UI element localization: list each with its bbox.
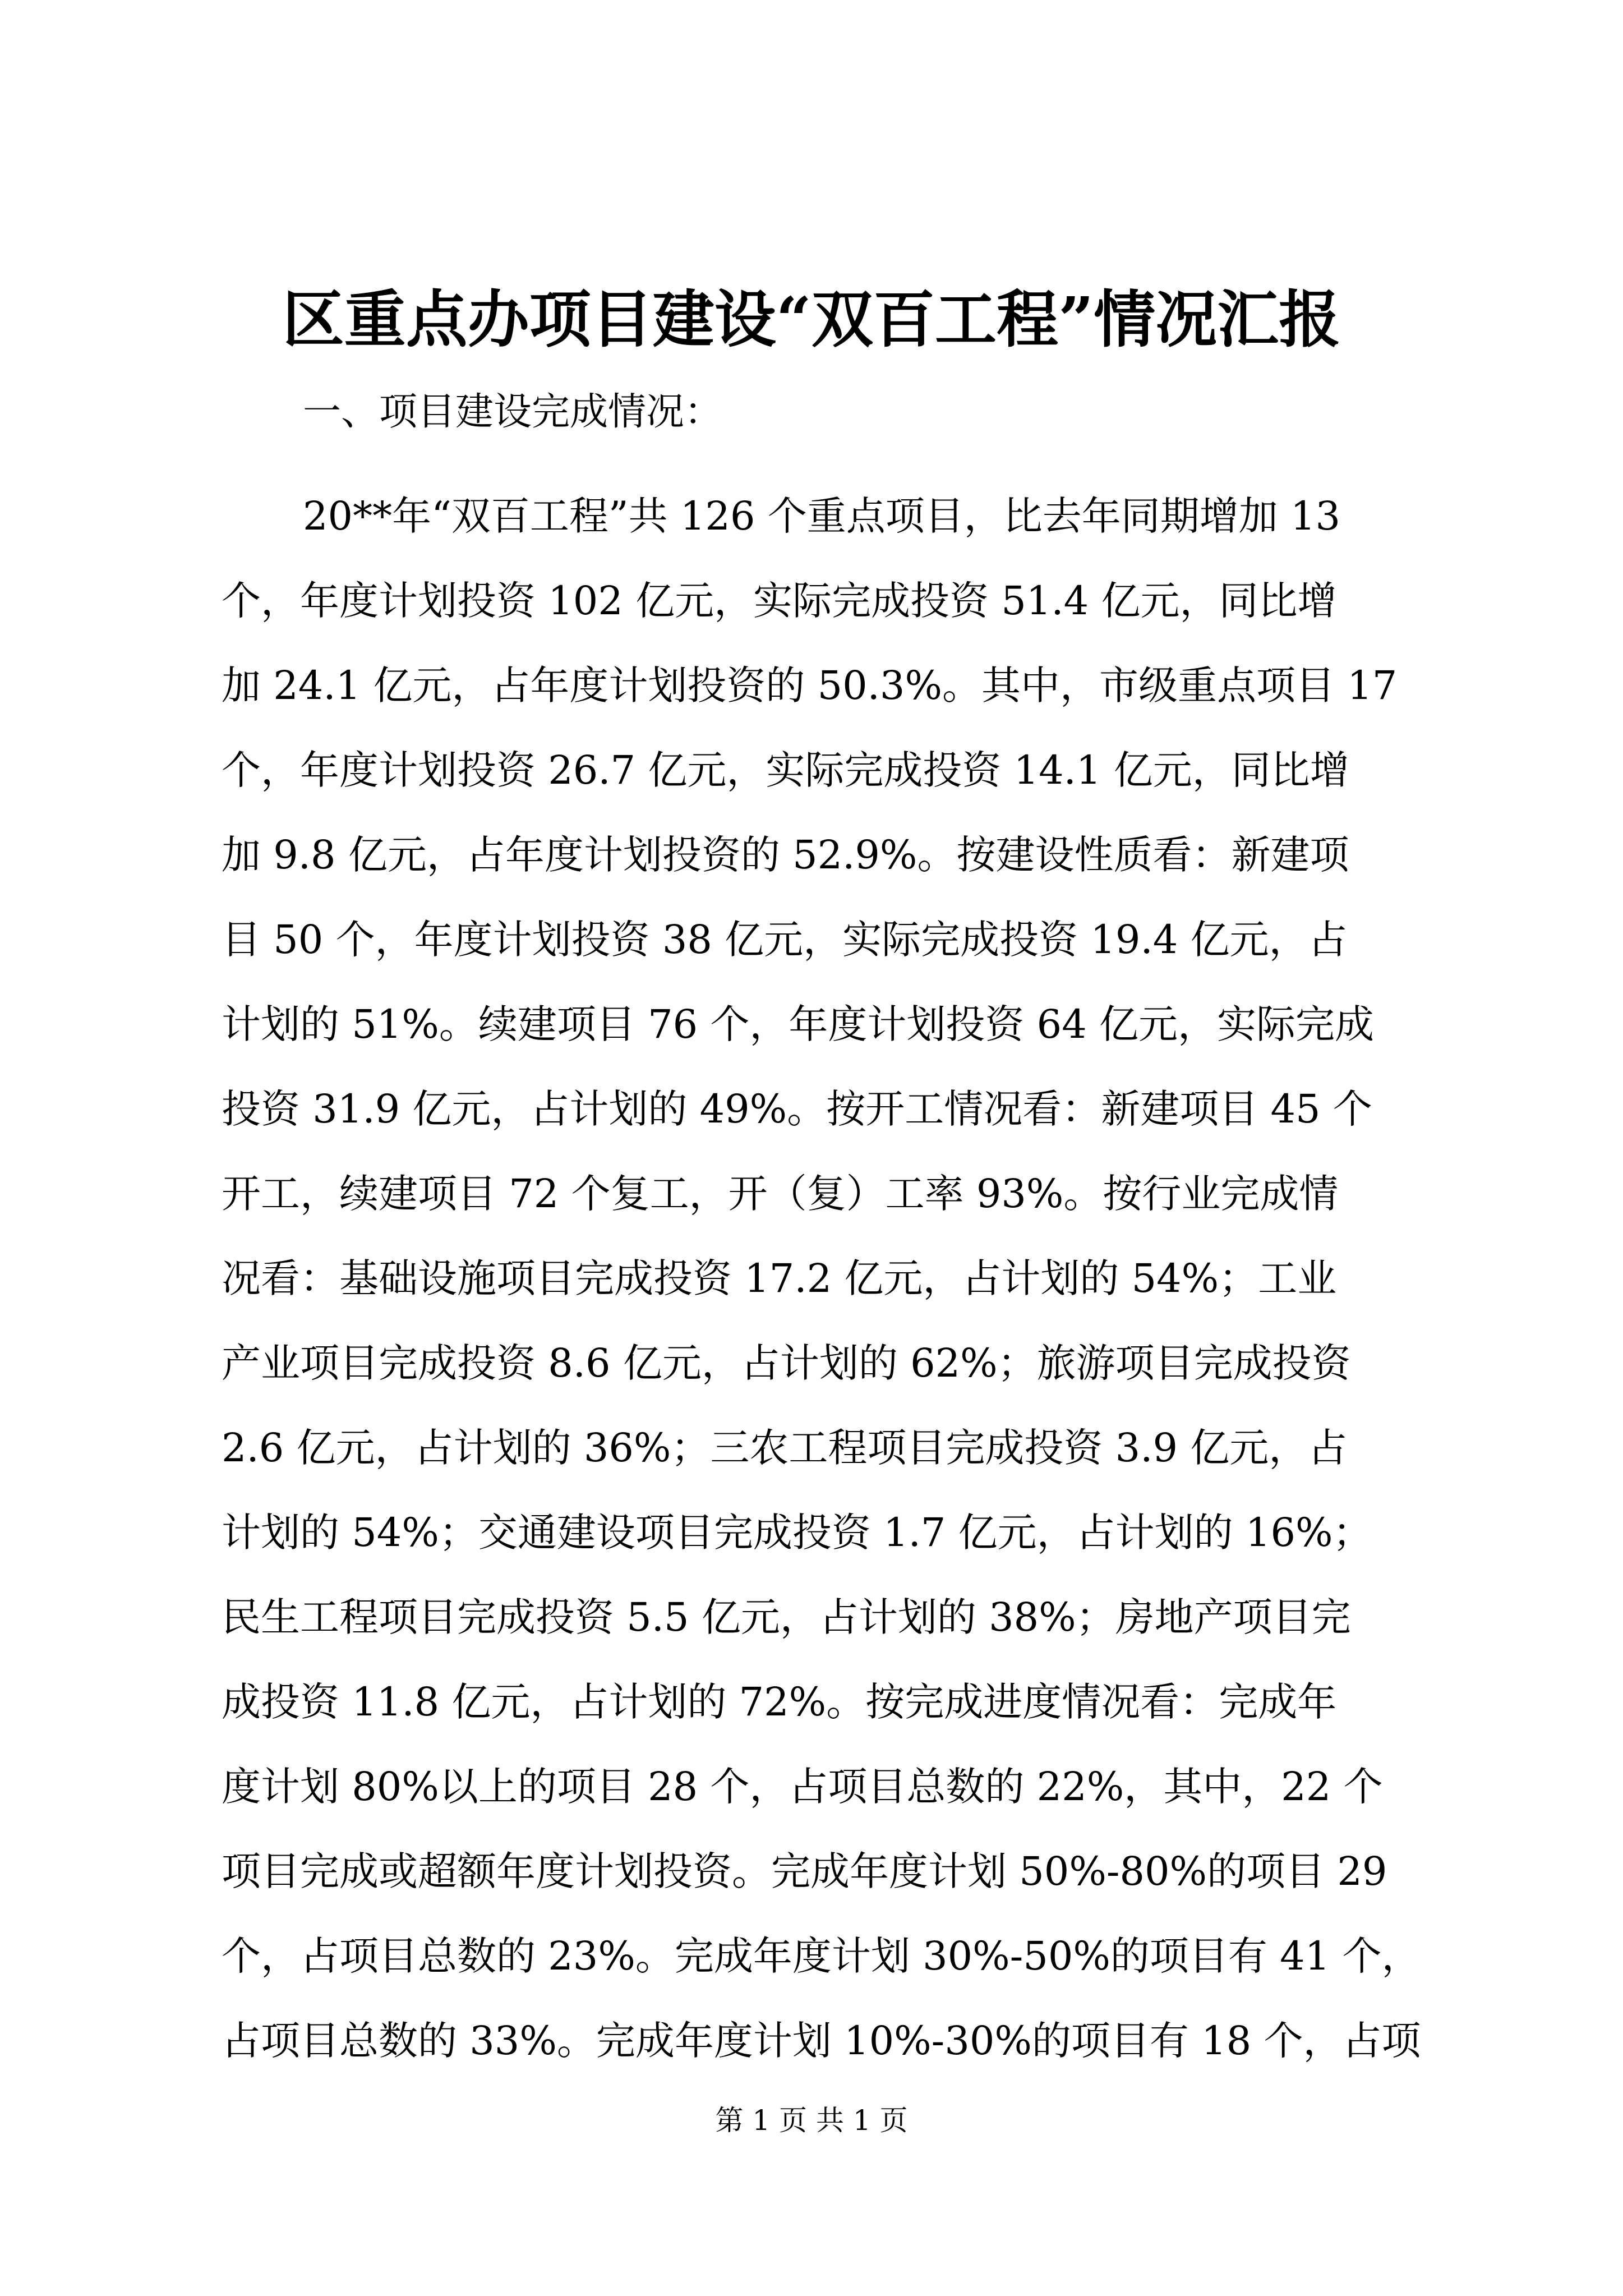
paragraph-line: 目 50 个，年度计划投资 38 亿元，实际完成投资 19.4 亿元，占: [222, 917, 1348, 963]
paragraph-line: 20**年“双百工程”共 126 个重点项目，比去年同期增加 13: [303, 493, 1341, 539]
page-footer: 第 1 页 共 1 页: [715, 2104, 908, 2137]
paragraph-line: 计划的 51%。续建项目 76 个，年度计划投资 64 亿元，实际完成: [222, 1001, 1374, 1047]
body-paragraph: [222, 474, 1433, 2083]
paragraph-line: 投资 31.9 亿元，占计划的 49%。按开工情况看：新建项目 45 个: [222, 1086, 1372, 1132]
paragraph-line: 个，年度计划投资 26.7 亿元，实际完成投资 14.1 亿元，同比增: [222, 747, 1349, 793]
paragraph-line: 占项目总数的 33%。完成年度计划 10%-30%的项目有 18 个，占项: [222, 2018, 1421, 2064]
paragraph-line: 产业项目完成投资 8.6 亿元，占计划的 62%；旅游项目完成投资: [222, 1340, 1351, 1386]
paragraph-line: 2.6 亿元，占计划的 36%；三农工程项目完成投资 3.9 亿元，占: [222, 1425, 1348, 1471]
paragraph-line: 个，年度计划投资 102 亿元，实际完成投资 51.4 亿元，同比增: [222, 578, 1337, 624]
document-title: 区重点办项目建设“双百工程”情况汇报: [282, 283, 1341, 356]
paragraph-line: 加 24.1 亿元，占年度计划投资的 50.3%。其中，市级重点项目 17: [222, 662, 1398, 708]
paragraph-line: 个，占项目总数的 23%。完成年度计划 30%-50%的项目有 41 个，: [222, 1933, 1421, 1979]
paragraph-line: 计划的 54%；交通建设项目完成投资 1.7 亿元，占计划的 16%；: [222, 1510, 1372, 1556]
paragraph-line: 民生工程项目完成投资 5.5 亿元，占计划的 38%；房地产项目完: [222, 1594, 1351, 1640]
paragraph-line: 况看：基础设施项目完成投资 17.2 亿元，占计划的 54%；工业: [222, 1255, 1337, 1301]
paragraph-line: 加 9.8 亿元，占年度计划投资的 52.9%。按建设性质看：新建项: [222, 832, 1349, 878]
paragraph-line: 项目完成或超额年度计划投资。完成年度计划 50%-80%的项目 29: [222, 1848, 1387, 1894]
paragraph-line: 开工，续建项目 72 个复工，开（复）工率 93%。按行业完成情: [222, 1171, 1339, 1217]
section-heading: 一、项目建设完成情况：: [303, 390, 723, 434]
paragraph-line: 成投资 11.8 亿元，占计划的 72%。按完成进度情况看：完成年: [222, 1679, 1337, 1725]
paragraph-line: 度计划 80%以上的项目 28 个，占项目总数的 22%，其中，22 个: [222, 1764, 1383, 1810]
